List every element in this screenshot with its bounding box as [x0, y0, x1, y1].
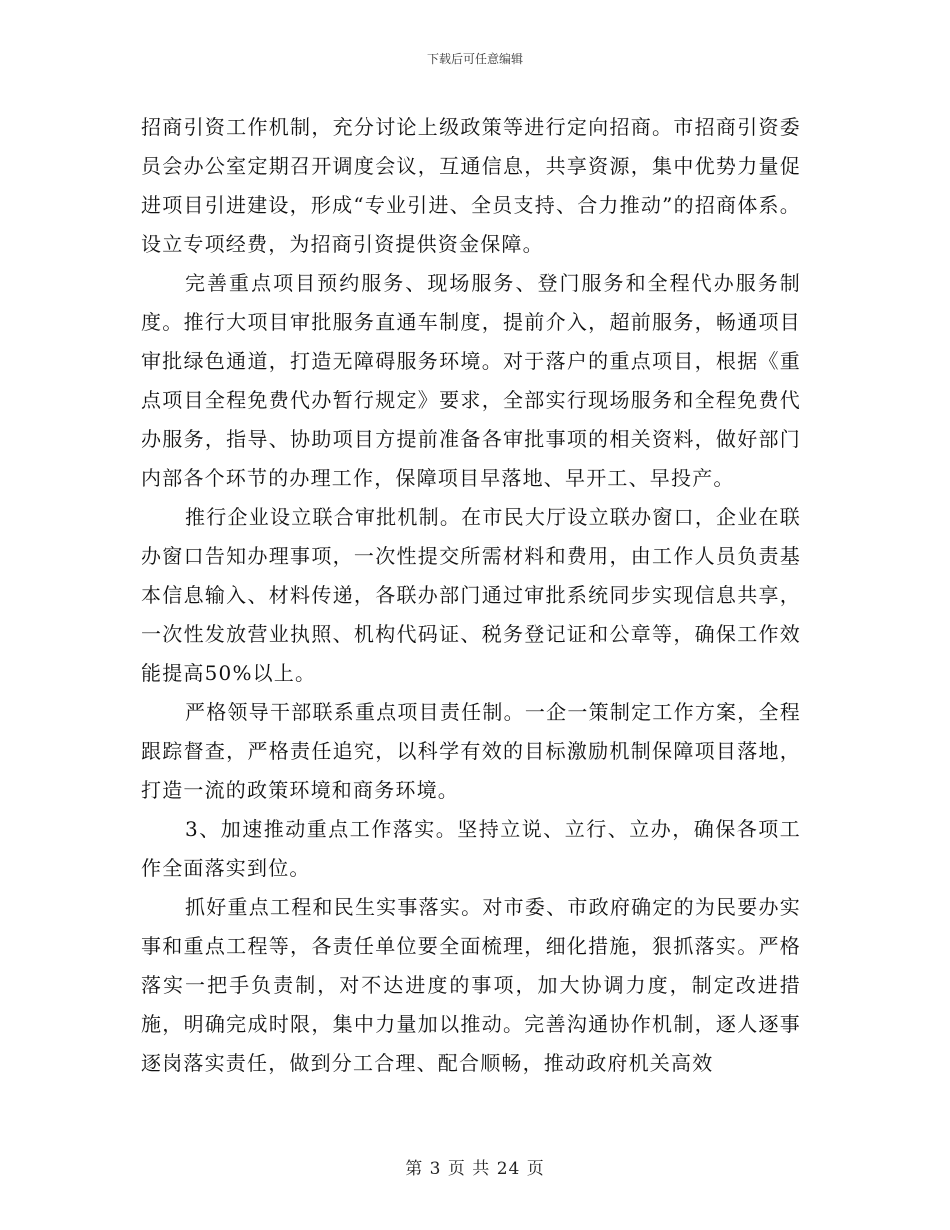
page-number-footer: 第 3 页 共 24 页 [405, 1159, 545, 1179]
paragraph-6: 抓好重点工程和民生实事落实。对市委、市政府确定的为民要办实事和重点工程等，各责任单位要全面梳理，细化措施，狠抓落实。严格落实一把手负责制，对不达进度的事项，加大协调力度，制定改进措施，明确完成时限，集中力量加以推动。完善沟通协作机制，逐人逐事逐岗落实责任，做到分工合理、配合顺畅，推动政府机关高效 [141, 895, 801, 1075]
paragraph-2: 完善重点项目预约服务、现场服务、登门服务和全程代办服务制度。推行大项目审批服务直通车制度，提前介入，超前服务，畅通项目审批绿色通道，打造无障碍服务环境。对于落户的重点项目，根据《重点项目全程免费代办暂行规定》要求，全部实行现场服务和全程免费代办服务，指导、协助项目方提前准备各审批事项的相关资料，做好部门内部各个环节的办理工作，保障项目早落地、早开工、早投产。 [141, 271, 801, 490]
page-header: 下载后可任意编辑 [426, 52, 523, 66]
paragraph-3: 推行企业设立联合审批机制。在市民大厅设立联办窗口，企业在联办窗口告知办理事项，一次性提交所需材料和费用，由工作人员负责基本信息输入、材料传递，各联办部门通过审批系统同步实现信息共享，一次性发放营业执照、机构代码证、税务登记证和公章等，确保工作效能提高50%以上。 [141, 505, 801, 685]
document-body [141, 108, 801, 1083]
paragraph-5: 3、加速推动重点工作落实。坚持立说、立行、立办，确保各项工作全面落实到位。 [141, 817, 801, 880]
paragraph-1: 招商引资工作机制，充分讨论上级政策等进行定向招商。市招商引资委员会办公室定期召开调度会议，互通信息，共享资源，集中优势力量促进项目引进建设，形成“专业引进、全员支持、合力推动”的招商体系。设立专项经费，为招商引资提供资金保障。 [141, 115, 801, 256]
paragraph-4: 严格领导干部联系重点项目责任制。一企一策制定工作方案，全程跟踪督查，严格责任追究，以科学有效的目标激励机制保障项目落地，打造一流的政策环境和商务环境。 [141, 700, 801, 802]
